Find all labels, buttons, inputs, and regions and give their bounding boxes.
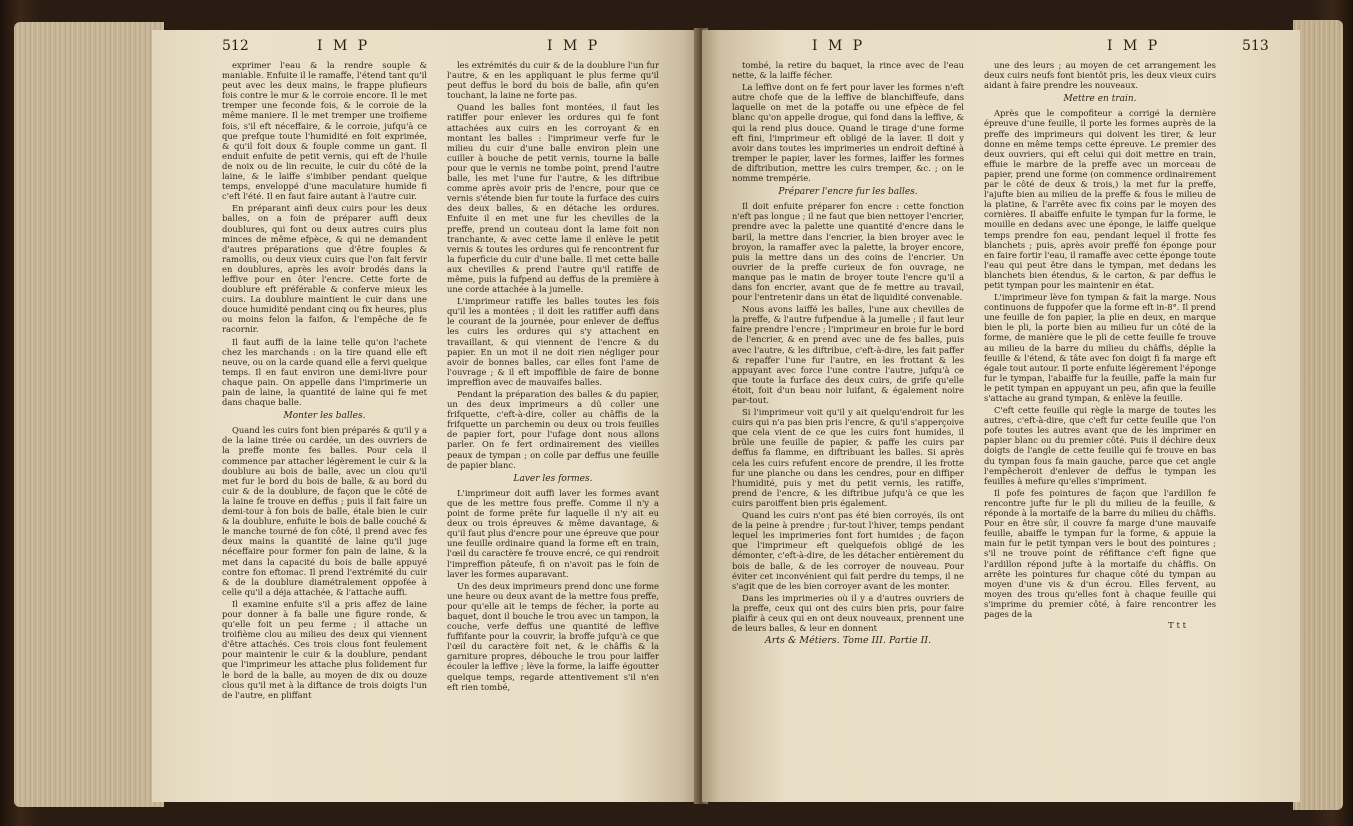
page-footer: Arts & Métiers. Tome III. Partie II. bbox=[764, 635, 932, 647]
right-page-column-2 bbox=[984, 60, 1216, 800]
paragraph: Il examine enfuite s'il a pris affez de laine pour donner à fa balle une figure ronde, & qu'elle foit un peu ferme ; il attache un troifième clou au milieu des deux qui viennent d'être attachés. Ces trois clous font feulement pour maintenir le cuir & la doublure, pendant que l'imprimeur les attache plus folidement fur le bord de la balle, au moyen de dix ou douze clous qu'il met à la diftance de trois doigts l'un de l'autre, en pliffant bbox=[222, 598, 427, 700]
paragraph: exprimer l'eau & la rendre souple & maniable. Enfuite il le ramaffe, l'étend tant qu'il peut avec les deux mains, le frappe plufieurs fois contre le mur & le corroie encore. Il le met tremper une feconde fois, & le corroie de la même maniere. Il le met tremper une troifieme fois, s'il eft néceffaire, & le corroie, jufqu'à ce que prefque toute l'humidité en foit exprimée, & qu'il foit doux & fouple comme un gant. Il enduit enfuite de petit vernis, qui eft de l'huile de noix ou de lin recuite, le cuir du côté de la laine, & le laiffe s'imbiber pendant quelque temps, enveloppé d'une maculature humide fi c'eft l'été. Il en faut faire autant à l'autre cuir. bbox=[222, 60, 427, 202]
paragraph: L'imprimeur lève fon tympan & fait la marge. Nous continuons de fuppofer que la forme eft in-8°. Il prend une feuille de fon papier, la plie en deux, en marque bien le pli, la porte bien au milieu fur un côté de la forme, de manière que le pli de cette feuille fe trouve au milieu de la barre du milieu du châffis, déplie la feuille & l'étend, & tâte avec fon doigt fi fa marge eft égale tout autour. Il porte enfuite légèrement l'éponge fur le tympan, l'abaiffe fur la feuille, paffe la main fur le petit tympan en appuyant un peu, afin que la feuille s'attache au grand tympan, & enlève la feuille. bbox=[984, 292, 1216, 403]
section-heading: Laver les formes. bbox=[513, 473, 593, 484]
right-page-edges bbox=[1293, 20, 1343, 810]
section-heading: Monter les balles. bbox=[283, 411, 366, 422]
paragraph: L'imprimeur doit auffi laver les formes avant que de les mettre fous preffe. Comme il n'y a point de forme prête fur laquelle il n'y ait eu deux ou trois épreuves & même davantage, & qu'il faut plus d'encre pour une épreuve que pour une feuille ordinaire quand la forme eft en train, l'œil du caractère fe trouve encré, ce qui rendroit l'impreffion pâteufe, fi on n'avoit pas le foin de laver les formes auparavant. bbox=[447, 487, 659, 579]
left-page-edges bbox=[14, 22, 164, 807]
paragraph: Si l'imprimeur voit qu'il y ait quelqu'endroit fur les cuirs qui n'a pas bien pris l'encre, & qu'il s'apperçoive que cela vient de ce que les cuirs font humides, il brûle une feuille de papier, & paffe les cuirs par deffus fa flamme, en diftribuant les balles. Si après cela les cuirs refufent encore de prendre, il les frotte fur une planche ou dans les cendres, pour en diffiper l'humidité, puis y met du petit vernis, les ratiffe, prend de l'encre, & les diftribue jufqu'à ce que les cuirs paroiffent bien pris également. bbox=[732, 407, 964, 508]
left-page-column-2 bbox=[447, 60, 659, 800]
left-page bbox=[152, 30, 700, 802]
paragraph: une des leurs ; au moyen de cet arrangement les deux cuirs neufs font bientôt pris, les deux vieux cuirs aidant à faire prendre les nouveaux. bbox=[984, 60, 1216, 91]
running-head-left-2: I M P bbox=[547, 38, 601, 54]
paragraph: La leffive dont on fe fert pour laver les formes n'eft autre chofe que de la leffive de blanchiffeufe, dans laquelle on met de la potaffe ou une efpèce de fel blanc qu'on appelle drogue, qui fond dans la leffive, & qui la rend plus douce. Quand le tirage d'une forme eft fini, l'imprimeur eft obligé de la laver. Il doit y avoir dans toutes les imprimeries un endroit deftiné à tremper le papier, laver les formes, laiffer les formes de diftribution, mettre les cuirs tremper, &c. ; on le nomme trempérie. bbox=[732, 82, 964, 184]
paragraph: Un des deux imprimeurs prend donc une forme une heure ou deux avant de la mettre fous preffe, pour qu'elle ait le temps de fécher, la porte au baquet, dont il bouche le trou avec un tampon, la couche, verfe deffus une quantité de leffive fuffifante pour la couvrir, la broffe jufqu'à ce que l'œil du caractère foit net, & le châffis & la garniture propres, débouche le trou pour laiffer écouler la leffive ; lève la forme, la laiffe égoutter quelque temps, regarde attentivement s'il n'en eft rien tombé, bbox=[447, 580, 659, 692]
paragraph: Il doit enfuite préparer fon encre : cette fonction n'eft pas longue ; il ne faut que bien nettoyer l'encrier, prendre avec la palette une quantité d'encre dans le baril, la mettre dans l'encrier, la bien broyer avec le broyon, la ramaffer avec la palette, la broyer encore, puis la mettre dans un des coins de l'encrier. Un ouvrier de la preffe curieux de fon ouvrage, ne manque pas le matin de broyer toute l'encre qu'il a dans fon encrier, avant que de fe mettre au travail, pour l'entretenir dans un état de liquidité convenable. bbox=[732, 201, 964, 303]
running-head-right-2: I M P bbox=[1107, 38, 1161, 54]
running-head-right-1: I M P bbox=[812, 38, 866, 54]
paragraph: Après que le compofiteur a corrigé la dernière épreuve d'une feuille, il porte les formes auprès de la preffe des imprimeurs qui doivent les tirer, & leur donne en même temps cette épreuve. Le premier des deux ouvriers, qui eft celui qui doit mettre en train, effuie le marbre de la preffe avec un morceau de papier, prend une forme (on commence ordinairement par le côté de deux & trois,) la met fur la preffe, l'ajufte bien au milieu de la preffe & fous le milieu de la platine, & l'arrête avec fix coins par le moyen des cornières. Il abaiffe enfuite le tympan fur la forme, le mouille en dedans avec une éponge, le laiffe quelque temps prendre fon eau, pendant lequel il frotte fes blanchets ; puis, après avoir preffé fon éponge pour en faire fortir l'eau, il ramaffe avec cette éponge toute l'eau qui peut être dans le tympan, met dedans les blanchets bien étendus, & le carton, & par deffus le petit tympan pour les maintenir en état. bbox=[984, 108, 1216, 290]
right-page bbox=[702, 30, 1300, 802]
paragraph: Il faut auffi de la laine telle qu'on l'achete chez les marchands : on la tire quand elle eft neuve, ou on la carde quand elle a fervi quelque temps. Il en faut environ une demi-livre pour chaque pain. On appelle dans l'imprimerie un pain de laine, la quantité de laine qui fe met dans chaque balle. bbox=[222, 336, 427, 408]
paragraph: Quand les cuirs font bien préparés & qu'il y a de la laine tirée ou cardée, un des ouvriers de la preffe monte fes balles. Pour cela il commence par attacher légèrement le cuir & la doublure au bois de balle, avec un clou qu'il met fur le bord du bois de balle, & au bord du cuir & de la doublure, de façon que le côté de la laine fe trouve en deffus ; puis il fait faire un demi-tour à fon bois de balle, étale bien le cuir & la doublure, enfuite le bois de balle couché & le manche tourné de fon côté, il prend avec fes deux mains la quantité de laine qu'il juge néceffaire pour former fon pain de laine, & la met dans la capacité du bois de balle appuyé contre fon eftomac. Il prend l'extrémité du cuir & de la doublure diamétralement oppofée à celle qu'il a déja attachée, & l'attache auffi. bbox=[222, 425, 427, 597]
paragraph: Il pofe fes pointures de façon que l'ardillon fe rencontre jufte fur le pli du milieu de la feuille, & réponde à la mortaife de la barre du milieu du châffis. Pour en être sûr, il couvre fa marge d'une mauvaife feuille, abaiffe le tympan fur la forme, & appuie la main fur le petit tympan vers le bout des pointures ; s'il ne trouve point de réfiftance c'eft figne que l'ardillon répond jufte à la mortaife du châffis. On arrête les pointures fur chaque côté du tympan au moyen d'une vis & d'un écrou. Elles fervent, au moyen des trous qu'elles font à chaque feuille qui s'imprime du premier côté, à faire rencontrer les pages de la bbox=[984, 487, 1216, 619]
page-number-left: 512 bbox=[222, 38, 249, 54]
page-number-right: 513 bbox=[1242, 38, 1269, 54]
paragraph: Nous avons laiffé les balles, l'une aux chevilles de la preffe, & l'autre fufpendue à la jumelle ; il faut leur faire prendre l'encre ; l'imprimeur en broie fur le bord de l'encrier, & en prend avec une de fes balles, puis avec l'autre, & les diftribue, c'eft-à-dire, les fait paffer & repaffer l'une fur l'autre, en les frottant & les appuyant avec force l'une contre l'autre, jufqu'à ce que toute la furface des deux cuirs, de grife qu'elle étoit, foit d'un beau noir luifant, & également noire par-tout. bbox=[732, 304, 964, 405]
section-heading: Mettre en train. bbox=[1063, 94, 1137, 105]
paragraph: L'imprimeur ratiffe les balles toutes les fois qu'il les a montées ; il doit les ratiffer auffi dans le courant de la journée, pour enlever de deffus les cuirs les ordures qui s'y attachent en travaillant, & qui viennent de l'encre & du papier. En un mot il ne doit rien négliger pour avoir de bonnes balles, car elles font l'ame de l'ouvrage ; & il eft impoffible de faire de bonne impreffion avec de mauvaifes balles. bbox=[447, 296, 659, 387]
paragraph: Dans les imprimeries où il y a d'autres ouvriers de la preffe, ceux qui ont des cuirs bien pris, pour faire plaifir à ceux qui en ont deux nouveaux, prennent une de leurs balles, & leur en donnent bbox=[732, 592, 964, 634]
section-heading: Préparer l'encre fur les balles. bbox=[778, 187, 918, 198]
left-page-column-1 bbox=[222, 60, 427, 800]
paragraph: Quand les cuirs n'ont pas été bien corroyés, ils ont de la peine à prendre ; fur-tout l'hiver, temps pendant lequel les imprimeries font fort humides ; de façon que l'imprimeur eft quelquefois obligé de les démonter, c'eft-à-dire, de les détacher entièrement du bois de balle, & de les corroyer de nouveau. Pour éviter cet inconvénient qui fait perdre du temps, il ne s'agit que de les bien corroyer avant de les monter. bbox=[732, 510, 964, 591]
paragraph: C'eft cette feuille qui règle la marge de toutes les autres, c'eft-à-dire, que c'eft fur cette feuille que l'on pofe toutes les autres avant que de les imprimer en papier blanc ou du premier côté. Puis il déchire deux doigts de l'angle de cette feuille qui fe trouve en bas du tympan fous fa main gauche, parce que cet angle l'empêcheroit d'enlever de deffus le tympan les feuilles à mefure qu'elles s'impriment. bbox=[984, 405, 1216, 486]
paragraph: tombé, la retire du baquet, la rince avec de l'eau nette, & la laiffe fécher. bbox=[732, 60, 964, 81]
signature-mark: T t t bbox=[1168, 621, 1186, 632]
paragraph: Quand les balles font montées, il faut les ratiffer pour enlever les ordures qui fe font attachées aux cuirs en les corroyant & en montant les balles : l'imprimeur verfe fur le milieu du cuir d'une balle environ plein une cuiller à bouche de petit vernis, tourne la balle pour que le vernis ne tombe point, prend l'autre balle, les met l'une fur l'autre, & les diftribue comme après avoir pris de l'encre, pour que ce vernis s'étende bien fur toute la furface des cuirs des deux balles, & en détache les ordures. Enfuite il en met une fur les chevilles de la preffe, prend un couteau dont la lame foit non tranchante, & avec cette lame il enlève le petit vernis & toutes les ordures qui fe rencontrent fur la fuperficie du cuir d'une balle. Il met cette balle aux chevilles & prend l'autre qu'il ratiffe de même, puis la fufpend au deffus de la première à une corde attachée à la jumelle. bbox=[447, 102, 659, 295]
paragraph: En préparant ainfi deux cuirs pour les deux balles, on a foin de préparer auffi deux doublures, qui font ou deux autres cuirs plus minces de même efpèce, & qui ne demandent d'autres préparations que d'être fouples & ramollis, ou deux vieux cuirs que l'on fait fervir en doublures, après les avoir brodés dans la leffive pour en ôter l'encre. Cette forte de doublure eft préférable & conferve mieux les cuirs. La doublure maintient le cuir dans une douce humidité pendant cinq ou fix heures, plus ou moins felon la faifon, & l'empêche de fe racornir. bbox=[222, 203, 427, 335]
paragraph: les extrémités du cuir & de la doublure l'un fur l'autre, & en les appliquant le plus ferme qu'il peut deffus le bord du bois de balle, afin qu'en touchant, la laine ne forte pas. bbox=[447, 60, 659, 101]
paragraph: Pendant la préparation des balles & du papier, un des deux imprimeurs a dû coller une frifquette, c'eft-à-dire, coller au châffis de la frifquette un parchemin ou deux ou trois feuilles de papier fort, pour l'ufage dont nous allons parler. On fe fert ordinairement des vieilles peaux de tympan ; on colle par deffus une feuille de papier blanc. bbox=[447, 389, 659, 470]
running-head-left-1: I M P bbox=[317, 38, 371, 54]
right-page-column-1 bbox=[732, 60, 964, 800]
